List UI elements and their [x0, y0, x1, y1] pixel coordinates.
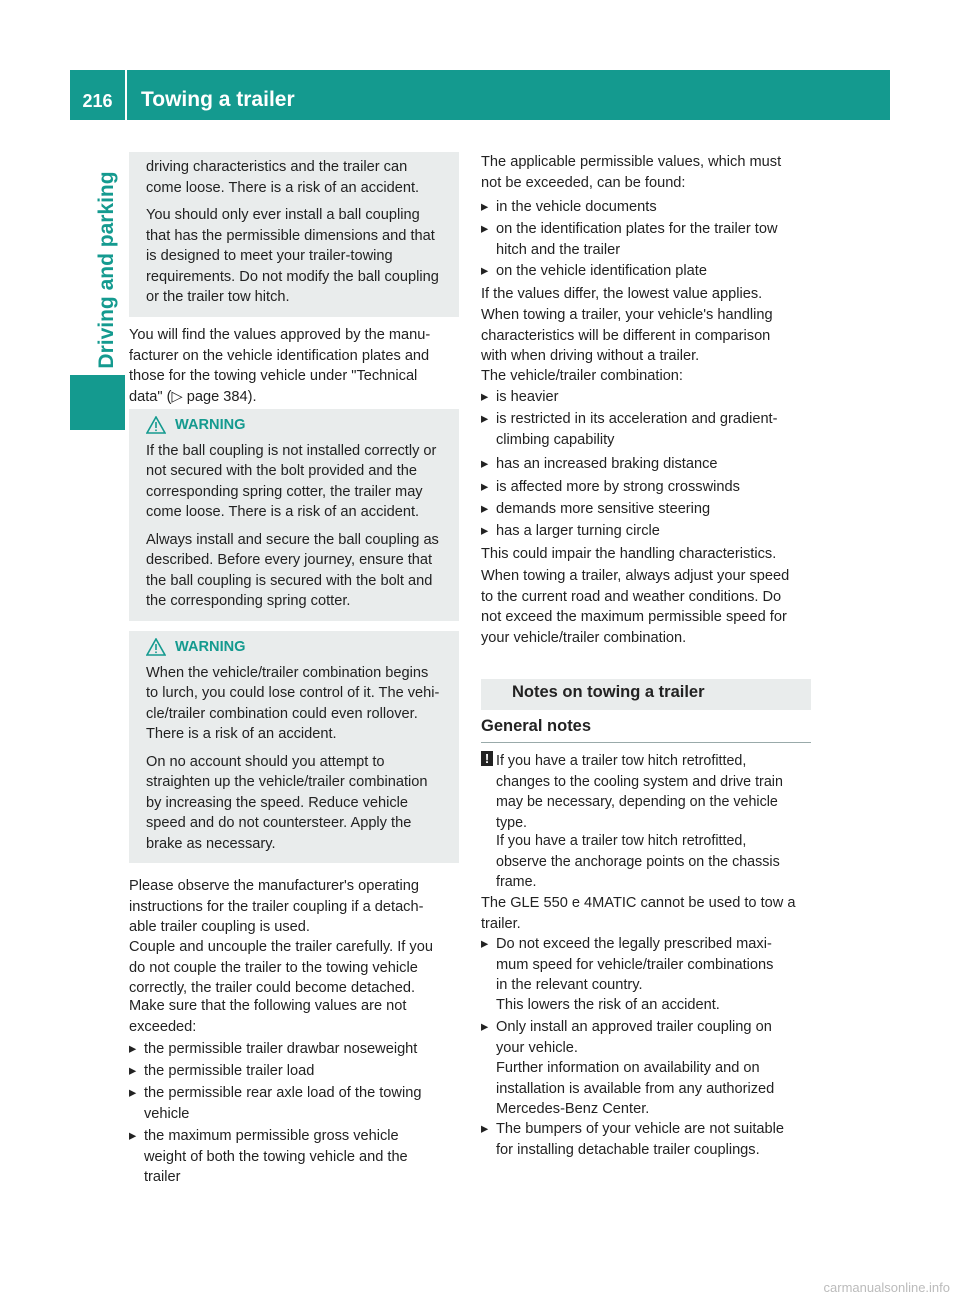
header-divider [125, 70, 127, 120]
text-line: ▸ the permissible trailer drawbar noseweight [144, 1041, 418, 1057]
warning-line: the corresponding spring cotter. [146, 593, 351, 609]
text-line: The vehicle/trailer combination: [481, 368, 683, 384]
box-line: requirements. Do not modify the ball coupling [146, 268, 439, 285]
paragraph [481, 566, 813, 648]
warning-line: the ball coupling is secured with the bolt and [146, 572, 433, 589]
text-line: ▸ Do not exceed the legally prescribed maxi- [496, 936, 772, 952]
list-item [481, 261, 816, 282]
section-heading-bar [481, 679, 811, 710]
warning-line: speed and do not countersteer. Apply the [146, 815, 412, 831]
text-line: Make sure that the following values are not [129, 998, 407, 1014]
sidebar-marker [70, 375, 125, 430]
text-line: with when driving without a trailer. [481, 348, 700, 364]
paragraph [481, 152, 813, 193]
bullet-subparagraph [496, 1058, 816, 1120]
text-line: ▸ in the vehicle documents [496, 199, 657, 215]
paragraph [481, 893, 813, 934]
text-line: mum speed for vehicle/trailer combinations [496, 956, 774, 973]
text-line: ▸ Only install an approved trailer coupling on [496, 1019, 772, 1035]
text-line: ▸ on the identification plates for the trailer tow [496, 221, 778, 237]
list-item [481, 197, 816, 218]
list-item [481, 499, 816, 520]
text-line: may be necessary, depending on the vehicle [496, 794, 778, 810]
text-line: data" (▷ page 384). [129, 388, 257, 405]
paragraph [129, 876, 459, 938]
warning-line: by increasing the speed. Reduce vehicle [146, 794, 409, 811]
text-line: correctly, the trailer could become detached. [129, 980, 416, 996]
paragraph [481, 284, 813, 305]
list-item [481, 934, 816, 996]
text-line: characteristics will be different in comparison [481, 327, 771, 344]
paragraph [129, 325, 459, 407]
text-line: not exceed the maximum permissible speed for [481, 609, 787, 625]
text-line: trailer. [481, 915, 521, 932]
warning-line: straighten up the vehicle/trailer combination [146, 774, 428, 790]
notice-exclamation-icon: ! [481, 751, 493, 766]
text-line: exceeded: [129, 1018, 197, 1035]
warning-continuation-box [129, 152, 459, 317]
text-line: hitch and the trailer [496, 241, 621, 258]
text-line: weight of both the towing vehicle and the [144, 1148, 408, 1165]
box-line: that has the permissible dimensions and that [146, 227, 435, 244]
paragraph [481, 305, 813, 367]
text-line: installation is available from any authorized [496, 1080, 775, 1097]
text-line: Further information on availability and on [496, 1060, 760, 1076]
list-item [481, 521, 816, 542]
text-line: able trailer coupling is used. [129, 919, 310, 935]
text-line: ▸ demands more sensitive steering [496, 501, 711, 517]
sidebar-section-label [92, 171, 122, 369]
warning-heading-text: WARNING [175, 639, 246, 655]
page-number: 216 [82, 91, 113, 111]
text-line: instructions for the trailer coupling if a detach- [129, 898, 424, 915]
text-line: ▸ has a larger turning circle [496, 523, 660, 539]
text-line: not be exceeded, can be found: [481, 174, 686, 191]
text-line: type. [496, 814, 527, 831]
text-line: to the current road and weather conditions. Do [481, 588, 782, 605]
warning-line: brake as necessary. [146, 835, 276, 852]
warning-heading-text: WARNING [175, 417, 246, 433]
text-line: frame. [496, 874, 537, 890]
text-line: This could impair the handling characteristics. [481, 546, 777, 562]
warning-triangle-icon [146, 416, 166, 434]
list-item [481, 477, 816, 498]
text-line: ▸ is restricted in its acceleration and gradient- [496, 411, 778, 427]
list-item [129, 1061, 464, 1082]
warning-heading [146, 415, 456, 436]
list-item [481, 409, 816, 450]
box-line: You should only ever install a ball coupling [146, 207, 420, 223]
list-item [481, 454, 816, 475]
list-item [481, 219, 816, 260]
box-line: driving characteristics and the trailer can [146, 159, 408, 175]
text-line: in the relevant country. [496, 977, 643, 993]
warning-line: There is a risk of an accident. [146, 726, 337, 742]
subheading-rule [481, 742, 811, 743]
text-line: Please observe the manufacturer's operating [129, 878, 419, 894]
paragraph [129, 996, 459, 1037]
notice-paragraph [496, 831, 816, 893]
text-line: ▸ the maximum permissible gross vehicle [144, 1128, 399, 1144]
list-item [129, 1039, 464, 1060]
list-item [129, 1126, 464, 1188]
text-line: If you have a trailer tow hitch retrofitted, [496, 833, 747, 849]
section-heading: Notes on towing a trailer [512, 683, 705, 701]
warning-line: corresponding spring cotter, the trailer may [146, 483, 423, 500]
text-line: This lowers the risk of an accident. [496, 997, 720, 1013]
box-line: come loose. There is a risk of an accident. [146, 179, 420, 196]
text-line: If you have a trailer tow hitch retrofitted, [496, 753, 747, 769]
text-line: changes to the cooling system and drive train [496, 773, 783, 790]
list-item [481, 1119, 816, 1160]
text-line: You will find the values approved by the manu- [129, 327, 431, 343]
text-line: The applicable permissible values, which must [481, 154, 782, 170]
warning-line: On no account should you attempt to [146, 753, 385, 770]
warning-line: not secured with the bolt provided and the [146, 463, 417, 479]
text-line: vehicle [144, 1105, 190, 1122]
footer-watermark: carmanualsonline.info [823, 1280, 950, 1295]
text-line: ▸ is affected more by strong crosswinds [496, 479, 740, 495]
text-line: your vehicle. [496, 1039, 578, 1056]
text-line: ▸ The bumpers of your vehicle are not suitable [496, 1121, 784, 1137]
text-line: When towing a trailer, your vehicle's handling [481, 307, 773, 323]
sidebar-section-text: Driving and parking [95, 171, 118, 369]
text-line: observe the anchorage points on the chassis [496, 853, 780, 870]
text-line: The GLE 550 e 4MATIC cannot be used to tow a [481, 895, 796, 911]
text-line: Mercedes-Benz Center. [496, 1101, 650, 1117]
warning-line: Always install and secure the ball coupling as [146, 531, 439, 548]
text-line: ▸ the permissible trailer load [144, 1063, 315, 1079]
text-line: Couple and uncouple the trailer carefully. If you [129, 939, 433, 955]
list-item [129, 1083, 464, 1124]
page-title: Towing a trailer [141, 88, 295, 111]
text-line: ▸ the permissible rear axle load of the towing [144, 1085, 422, 1101]
box-line: is designed to meet your trailer-towing [146, 248, 393, 264]
notice-paragraph [496, 751, 816, 833]
text-line: If the values differ, the lowest value applies. [481, 286, 763, 302]
text-line: climbing capability [496, 431, 615, 448]
text-line: for installing detachable trailer couplings. [496, 1141, 760, 1158]
text-line: When towing a trailer, always adjust your speed [481, 568, 790, 584]
text-line: ▸ on the vehicle identification plate [496, 263, 707, 279]
warning-line: If the ball coupling is not installed correctly or [146, 442, 437, 459]
paragraph [481, 544, 813, 565]
warning-line: come loose. There is a risk of an accident. [146, 504, 420, 520]
list-item [481, 1017, 816, 1058]
warning-line: to lurch, you could lose control of it. The vehi- [146, 685, 440, 701]
text-line: ▸ is heavier [496, 389, 559, 405]
list-item [481, 387, 816, 408]
warning-line: When the vehicle/trailer combination begins [146, 664, 429, 681]
text-line: do not couple the trailer to the towing vehicle [129, 959, 418, 976]
warning-box [129, 409, 459, 621]
text-line: ▸ has an increased braking distance [496, 456, 718, 472]
text-line: those for the towing vehicle under "Technical [129, 368, 418, 384]
warning-line: cle/trailer combination could even rollover. [146, 705, 418, 722]
warning-line: described. Before every journey, ensure that [146, 552, 433, 568]
paragraph [481, 366, 813, 387]
text-line: facturer on the vehicle identification plates and [129, 347, 430, 364]
bullet-subparagraph [496, 995, 816, 1016]
paragraph [129, 937, 459, 999]
warning-box [129, 631, 459, 863]
box-line: or the trailer tow hitch. [146, 289, 290, 305]
text-line: trailer [144, 1169, 181, 1185]
warning-triangle-icon [146, 638, 166, 656]
subheading: General notes [481, 717, 592, 735]
text-line: your vehicle/trailer combination. [481, 629, 687, 646]
warning-heading [146, 637, 456, 658]
